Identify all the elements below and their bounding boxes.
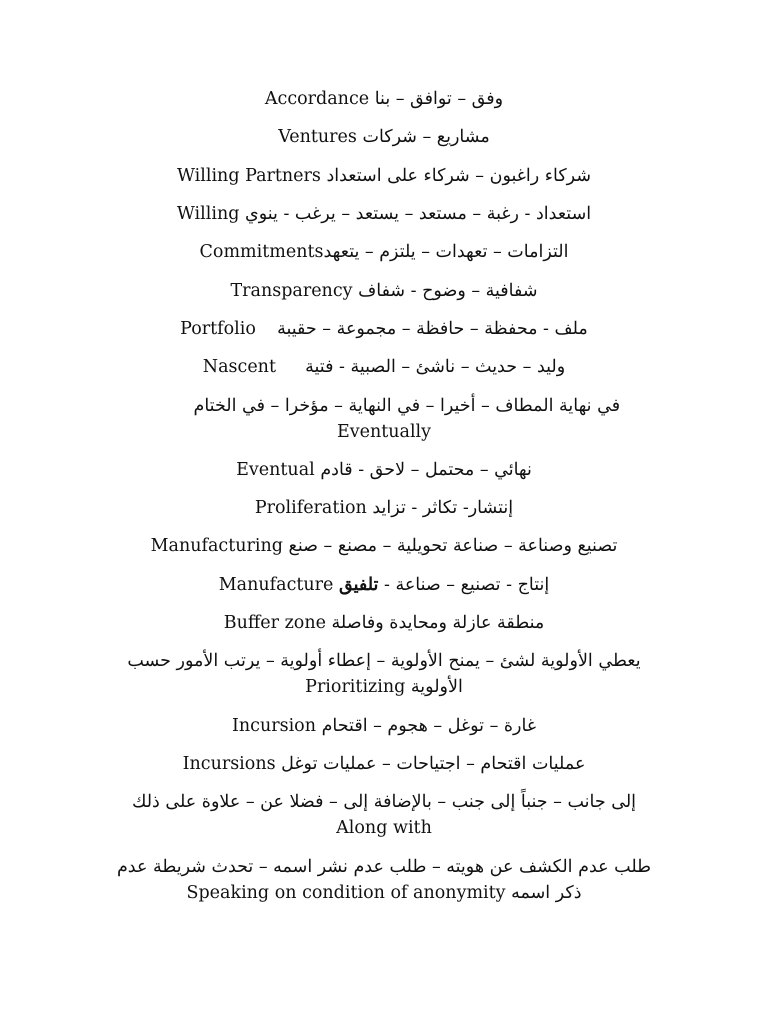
- term-ar: ملف - محفظة – حافظة – مجموعة – حقيبة: [277, 319, 588, 339]
- term-ar: تصنيع وصناعة – صناعة تحويلية – مصنع – صنع: [288, 536, 618, 556]
- vocab-entry-commitments: [112, 239, 656, 265]
- term-ar: وليد – حديث – ناشئ – الصبية - فتية: [305, 357, 566, 377]
- vocab-entry-manufacturing: [112, 533, 656, 559]
- term-en: Proliferation: [254, 498, 367, 518]
- term-ar: إنتاج - تصنيع – صناعة -: [383, 575, 550, 595]
- term-en: Accordance: [264, 89, 370, 109]
- term-ar: إنتشار- تكاثر - تزايد: [372, 498, 514, 518]
- term-en: Willing Partners: [176, 166, 321, 186]
- term-en: Incursion: [231, 716, 316, 736]
- term-ar: غارة – توغل – هجوم – اقتحام: [321, 716, 536, 736]
- term-ar: وفق – توافق – بنا: [374, 89, 504, 109]
- vocab-entry-buffer-zone: [112, 610, 656, 636]
- vocab-entry-manufacture: [112, 572, 656, 598]
- vocab-entry-ventures: [112, 124, 656, 150]
- term-en: Manufacture: [218, 575, 334, 595]
- term-ar: طلب عدم الكشف عن هويته – طلب عدم نشر اسمه – تحدث شريطة عدم ذكر اسمه: [116, 857, 652, 903]
- term-ar-group: [339, 575, 549, 595]
- term-en: Commitments: [199, 242, 324, 262]
- vocab-entry-incursions: [112, 751, 656, 777]
- term-en: Incursions: [182, 754, 276, 774]
- term-en: Nascent: [202, 357, 276, 377]
- vocab-entry-transparency: [112, 278, 656, 304]
- vocab-entry-accordance: [112, 86, 656, 112]
- term-ar: عمليات اقتحام – اجتياحات – عمليات توغل: [281, 754, 586, 774]
- term-ar: مشاريع – شركات: [362, 127, 490, 147]
- term-ar: إلى جانب – جنباً إلى جنب – بالإضافة إلى – فضلا عن – علاوة على ذلك: [131, 792, 637, 812]
- term-ar: منطقة عازلة ومحايدة وفاصلة: [331, 613, 545, 633]
- term-en: Prioritizing: [305, 677, 406, 697]
- term-en: Along with: [336, 818, 432, 838]
- term-en: Speaking on condition of anonymity: [186, 883, 506, 903]
- term-en: Eventual: [236, 460, 315, 480]
- term-ar: يعطي الأولوية لشئ – يمنح الأولوية – إعطاء أولوية – يرتب الأمور حسب الأولوية: [127, 651, 641, 697]
- term-ar: نهائي – محتمل – لاحق - قادم: [320, 460, 532, 480]
- vocab-entry-speaking-on-condition: [112, 854, 656, 906]
- vocab-entry-eventual: [112, 457, 656, 483]
- vocab-entry-eventually: [112, 393, 656, 445]
- term-ar: شركاء راغبون – شركاء على استعداد: [326, 166, 592, 186]
- term-en: Willing: [176, 204, 240, 224]
- vocab-entry-willing-partners: [112, 163, 656, 189]
- term-ar: شفافية – وضوح - شفاف: [358, 281, 538, 301]
- vocab-entry-nascent: [112, 354, 656, 380]
- vocab-entry-along-with: [112, 789, 656, 841]
- term-en: Buffer zone: [223, 613, 326, 633]
- vocab-entry-incursion: [112, 713, 656, 739]
- term-ar: استعداد - رغبة – مستعد – يستعد – يرغب - ينوي: [245, 204, 592, 224]
- vocab-entry-willing: [112, 201, 656, 227]
- term-en: Portfolio: [180, 319, 256, 339]
- vocab-entry-proliferation: [112, 495, 656, 521]
- term-en: Eventually: [336, 422, 432, 442]
- term-en: Ventures: [278, 127, 357, 147]
- vocab-entry-prioritizing: [112, 648, 656, 700]
- term-en: Transparency: [230, 281, 353, 301]
- vocab-entry-portfolio: [112, 316, 656, 342]
- term-en: Manufacturing: [150, 536, 283, 556]
- term-ar: في نهاية المطاف – أخيرا – في النهاية – مؤخرا – في الختام: [193, 396, 621, 416]
- term-ar-emphasis: تلفيق: [338, 575, 379, 595]
- term-ar: التزامات – تعهدات – يلتزم – يتعهد: [323, 242, 569, 262]
